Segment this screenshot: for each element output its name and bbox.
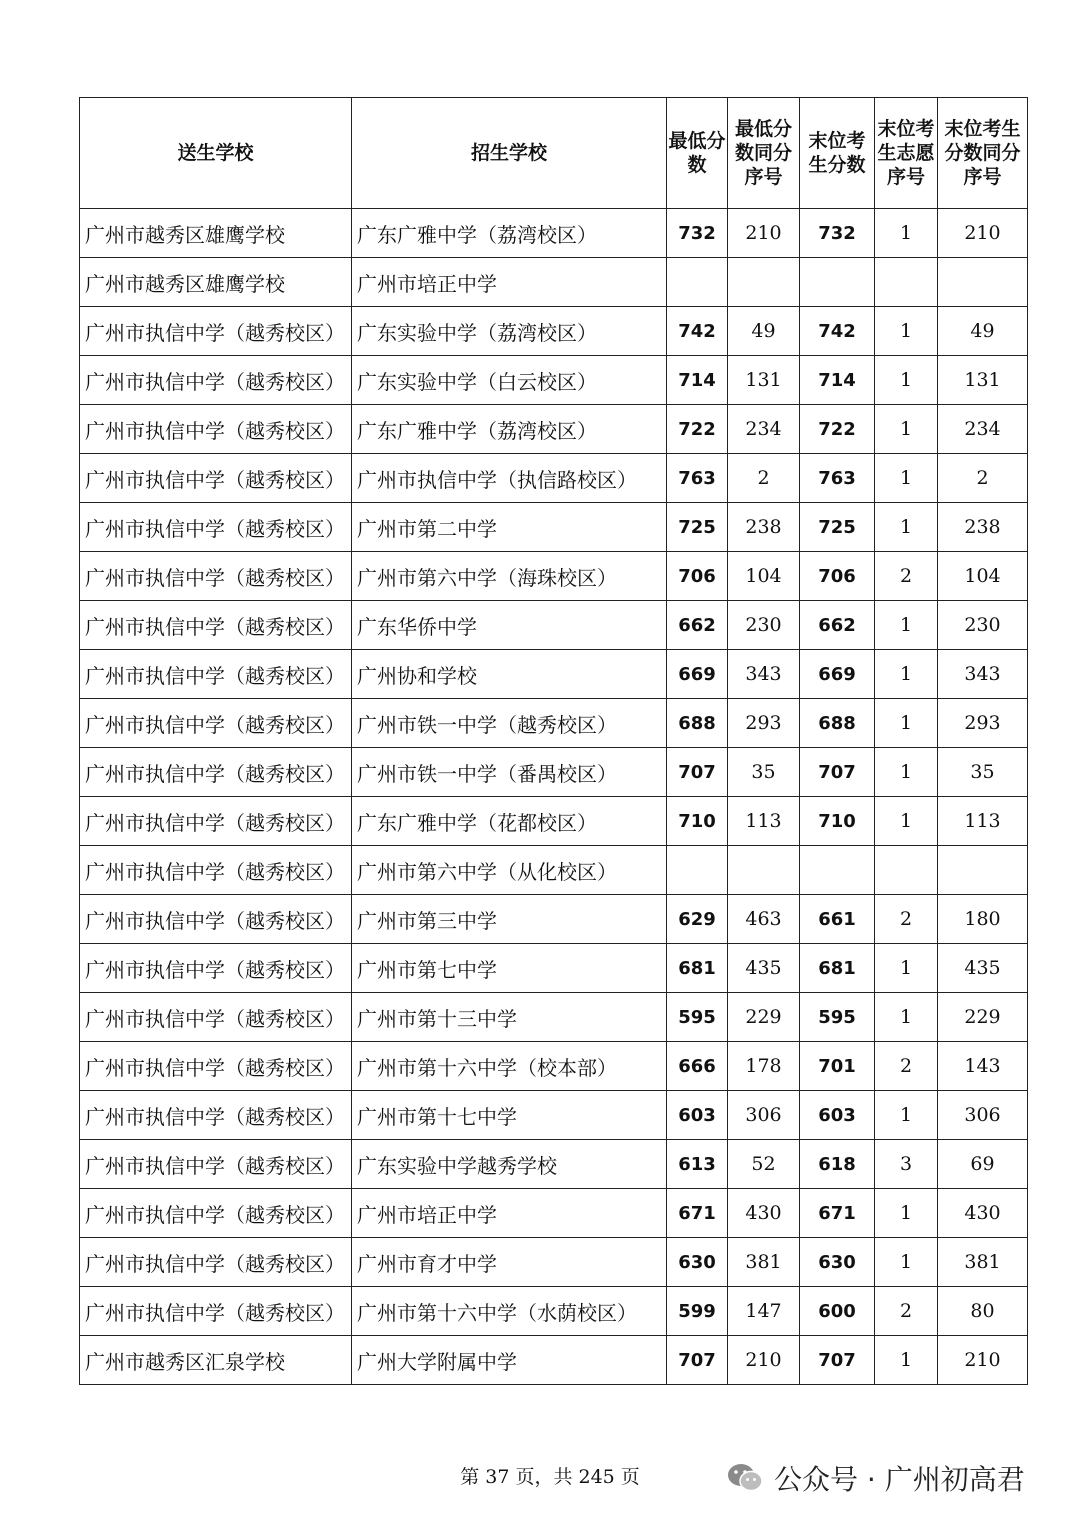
cell-last-pref bbox=[875, 258, 938, 307]
cell-recv-school: 广州市铁一中学（越秀校区） bbox=[352, 699, 667, 748]
cell-min-score: 599 bbox=[667, 1287, 728, 1336]
cell-last-pref bbox=[875, 846, 938, 895]
cell-send-school: 广州市执信中学（越秀校区） bbox=[80, 405, 352, 454]
cell-send-school: 广州市执信中学（越秀校区） bbox=[80, 1042, 352, 1091]
cell-send-school: 广州市执信中学（越秀校区） bbox=[80, 1238, 352, 1287]
cell-last-rank: 49 bbox=[938, 307, 1028, 356]
cell-min-rank: 381 bbox=[728, 1238, 800, 1287]
cell-min-score: 742 bbox=[667, 307, 728, 356]
cell-recv-school: 广东广雅中学（荔湾校区） bbox=[352, 209, 667, 258]
cell-min-rank: 306 bbox=[728, 1091, 800, 1140]
cell-min-rank: 343 bbox=[728, 650, 800, 699]
cell-last-pref: 1 bbox=[875, 748, 938, 797]
cell-min-rank: 229 bbox=[728, 993, 800, 1042]
cell-last-rank: 131 bbox=[938, 356, 1028, 405]
cell-last-pref: 1 bbox=[875, 209, 938, 258]
cell-min-score: 669 bbox=[667, 650, 728, 699]
cell-last-rank: 210 bbox=[938, 1336, 1028, 1385]
cell-recv-school: 广州市第十六中学（水荫校区） bbox=[352, 1287, 667, 1336]
cell-min-rank: 435 bbox=[728, 944, 800, 993]
cell-last-pref: 1 bbox=[875, 944, 938, 993]
cell-min-score: 613 bbox=[667, 1140, 728, 1189]
cell-last-rank: 234 bbox=[938, 405, 1028, 454]
cell-last-score: 725 bbox=[800, 503, 875, 552]
cell-min-rank: 238 bbox=[728, 503, 800, 552]
cell-last-pref: 2 bbox=[875, 552, 938, 601]
cell-send-school: 广州市越秀区雄鹰学校 bbox=[80, 258, 352, 307]
table-row bbox=[80, 209, 1028, 258]
cell-min-rank: 230 bbox=[728, 601, 800, 650]
cell-last-score: 706 bbox=[800, 552, 875, 601]
cell-min-score: 722 bbox=[667, 405, 728, 454]
cell-last-score: 671 bbox=[800, 1189, 875, 1238]
cell-last-score: 688 bbox=[800, 699, 875, 748]
table-row bbox=[80, 1238, 1028, 1287]
cell-min-score: 595 bbox=[667, 993, 728, 1042]
cell-min-score bbox=[667, 258, 728, 307]
cell-last-score: 763 bbox=[800, 454, 875, 503]
cell-send-school: 广州市执信中学（越秀校区） bbox=[80, 1287, 352, 1336]
cell-last-score: 710 bbox=[800, 797, 875, 846]
cell-last-rank: 229 bbox=[938, 993, 1028, 1042]
cell-last-pref: 1 bbox=[875, 405, 938, 454]
cell-send-school: 广州市执信中学（越秀校区） bbox=[80, 552, 352, 601]
cell-last-rank: 343 bbox=[938, 650, 1028, 699]
cell-min-rank: 293 bbox=[728, 699, 800, 748]
cell-last-rank: 381 bbox=[938, 1238, 1028, 1287]
cell-recv-school: 广州市第六中学（从化校区） bbox=[352, 846, 667, 895]
cell-send-school: 广州市执信中学（越秀校区） bbox=[80, 1189, 352, 1238]
cell-recv-school: 广州市第六中学（海珠校区） bbox=[352, 552, 667, 601]
cell-min-score: 725 bbox=[667, 503, 728, 552]
table-row bbox=[80, 601, 1028, 650]
cell-last-pref: 1 bbox=[875, 797, 938, 846]
header-min-score: 最低分数 bbox=[667, 98, 728, 209]
cell-last-rank bbox=[938, 846, 1028, 895]
cell-min-score bbox=[667, 846, 728, 895]
cell-recv-school: 广州市育才中学 bbox=[352, 1238, 667, 1287]
cell-min-rank: 2 bbox=[728, 454, 800, 503]
cell-send-school: 广州市越秀区雄鹰学校 bbox=[80, 209, 352, 258]
cell-recv-school: 广东实验中学（白云校区） bbox=[352, 356, 667, 405]
cell-last-rank: 80 bbox=[938, 1287, 1028, 1336]
cell-last-rank bbox=[938, 258, 1028, 307]
cell-min-rank: 35 bbox=[728, 748, 800, 797]
cell-last-score: 600 bbox=[800, 1287, 875, 1336]
table-body bbox=[80, 209, 1028, 1385]
cell-min-rank: 104 bbox=[728, 552, 800, 601]
cell-min-rank: 147 bbox=[728, 1287, 800, 1336]
cell-last-score: 714 bbox=[800, 356, 875, 405]
cell-last-score bbox=[800, 846, 875, 895]
cell-min-rank: 234 bbox=[728, 405, 800, 454]
cell-last-pref: 1 bbox=[875, 454, 938, 503]
cell-min-rank: 210 bbox=[728, 1336, 800, 1385]
page-number-text: 第 37 页，共 245 页 bbox=[460, 1466, 640, 1488]
cell-last-pref: 3 bbox=[875, 1140, 938, 1189]
cell-last-score: 595 bbox=[800, 993, 875, 1042]
table-row bbox=[80, 405, 1028, 454]
cell-min-score: 666 bbox=[667, 1042, 728, 1091]
cell-recv-school: 广州市第十七中学 bbox=[352, 1091, 667, 1140]
watermark bbox=[726, 1458, 1025, 1498]
header-send-school: 送生学校 bbox=[80, 98, 352, 209]
cell-min-score: 707 bbox=[667, 748, 728, 797]
cell-last-score: 707 bbox=[800, 1336, 875, 1385]
table-row bbox=[80, 356, 1028, 405]
cell-send-school: 广州市执信中学（越秀校区） bbox=[80, 650, 352, 699]
table-header-row bbox=[80, 98, 1028, 209]
cell-last-score: 618 bbox=[800, 1140, 875, 1189]
cell-send-school: 广州市越秀区汇泉学校 bbox=[80, 1336, 352, 1385]
table-row bbox=[80, 1336, 1028, 1385]
table-row bbox=[80, 650, 1028, 699]
cell-send-school: 广州市执信中学（越秀校区） bbox=[80, 356, 352, 405]
cell-last-rank: 2 bbox=[938, 454, 1028, 503]
table-row bbox=[80, 748, 1028, 797]
cell-min-score: 671 bbox=[667, 1189, 728, 1238]
table-row bbox=[80, 503, 1028, 552]
cell-last-rank: 143 bbox=[938, 1042, 1028, 1091]
cell-min-score: 706 bbox=[667, 552, 728, 601]
cell-min-score: 714 bbox=[667, 356, 728, 405]
cell-last-score: 681 bbox=[800, 944, 875, 993]
cell-min-score: 629 bbox=[667, 895, 728, 944]
cell-min-rank: 463 bbox=[728, 895, 800, 944]
cell-last-pref: 1 bbox=[875, 650, 938, 699]
cell-send-school: 广州市执信中学（越秀校区） bbox=[80, 797, 352, 846]
cell-last-pref: 1 bbox=[875, 1238, 938, 1287]
cell-last-pref: 1 bbox=[875, 601, 938, 650]
cell-min-rank bbox=[728, 258, 800, 307]
cell-recv-school: 广东广雅中学（荔湾校区） bbox=[352, 405, 667, 454]
cell-min-rank: 113 bbox=[728, 797, 800, 846]
cell-recv-school: 广州市第二中学 bbox=[352, 503, 667, 552]
cell-send-school: 广州市执信中学（越秀校区） bbox=[80, 1140, 352, 1189]
table-row bbox=[80, 258, 1028, 307]
cell-last-pref: 1 bbox=[875, 993, 938, 1042]
cell-min-rank: 49 bbox=[728, 307, 800, 356]
cell-min-rank: 52 bbox=[728, 1140, 800, 1189]
header-min-rank: 最低分数同分序号 bbox=[728, 98, 800, 209]
cell-last-score: 742 bbox=[800, 307, 875, 356]
cell-last-pref: 2 bbox=[875, 895, 938, 944]
header-last-score: 末位考生分数 bbox=[800, 98, 875, 209]
table-row bbox=[80, 1042, 1028, 1091]
cell-last-pref: 2 bbox=[875, 1287, 938, 1336]
cell-recv-school: 广州市第十六中学（校本部） bbox=[352, 1042, 667, 1091]
table-row bbox=[80, 699, 1028, 748]
cell-min-score: 662 bbox=[667, 601, 728, 650]
cell-send-school: 广州市执信中学（越秀校区） bbox=[80, 454, 352, 503]
cell-last-score: 732 bbox=[800, 209, 875, 258]
cell-last-rank: 306 bbox=[938, 1091, 1028, 1140]
cell-last-rank: 230 bbox=[938, 601, 1028, 650]
cell-last-rank: 69 bbox=[938, 1140, 1028, 1189]
table-row bbox=[80, 797, 1028, 846]
cell-min-score: 763 bbox=[667, 454, 728, 503]
table-row bbox=[80, 846, 1028, 895]
cell-min-score: 603 bbox=[667, 1091, 728, 1140]
table-row bbox=[80, 895, 1028, 944]
cell-send-school: 广州市执信中学（越秀校区） bbox=[80, 846, 352, 895]
table-row bbox=[80, 552, 1028, 601]
table-row bbox=[80, 1189, 1028, 1238]
cell-last-pref: 1 bbox=[875, 307, 938, 356]
table-row bbox=[80, 454, 1028, 503]
cell-send-school: 广州市执信中学（越秀校区） bbox=[80, 944, 352, 993]
cell-min-score: 732 bbox=[667, 209, 728, 258]
cell-min-rank: 131 bbox=[728, 356, 800, 405]
cell-last-pref: 1 bbox=[875, 503, 938, 552]
cell-send-school: 广州市执信中学（越秀校区） bbox=[80, 503, 352, 552]
cell-recv-school: 广东华侨中学 bbox=[352, 601, 667, 650]
cell-last-pref: 1 bbox=[875, 1336, 938, 1385]
header-last-rank: 末位考生分数同分序号 bbox=[938, 98, 1028, 209]
header-recv-school: 招生学校 bbox=[352, 98, 667, 209]
cell-recv-school: 广州协和学校 bbox=[352, 650, 667, 699]
watermark-text: 公众号 · 广州初高君 bbox=[774, 1463, 1025, 1496]
cell-recv-school: 广州市培正中学 bbox=[352, 258, 667, 307]
table-row bbox=[80, 1287, 1028, 1336]
table-row bbox=[80, 993, 1028, 1042]
cell-last-rank: 35 bbox=[938, 748, 1028, 797]
cell-recv-school: 广州市铁一中学（番禺校区） bbox=[352, 748, 667, 797]
cell-last-pref: 2 bbox=[875, 1042, 938, 1091]
cell-recv-school: 广东广雅中学（花都校区） bbox=[352, 797, 667, 846]
cell-recv-school: 广州市第三中学 bbox=[352, 895, 667, 944]
cell-min-rank: 430 bbox=[728, 1189, 800, 1238]
cell-send-school: 广州市执信中学（越秀校区） bbox=[80, 699, 352, 748]
cell-last-rank: 210 bbox=[938, 209, 1028, 258]
cell-last-pref: 1 bbox=[875, 1091, 938, 1140]
cell-send-school: 广州市执信中学（越秀校区） bbox=[80, 895, 352, 944]
cell-recv-school: 广东实验中学越秀学校 bbox=[352, 1140, 667, 1189]
cell-last-score: 722 bbox=[800, 405, 875, 454]
cell-last-rank: 238 bbox=[938, 503, 1028, 552]
cell-send-school: 广州市执信中学（越秀校区） bbox=[80, 601, 352, 650]
cell-min-score: 707 bbox=[667, 1336, 728, 1385]
cell-last-score: 630 bbox=[800, 1238, 875, 1287]
cell-recv-school: 广州市第十三中学 bbox=[352, 993, 667, 1042]
cell-recv-school: 广州市培正中学 bbox=[352, 1189, 667, 1238]
cell-min-score: 688 bbox=[667, 699, 728, 748]
cell-last-rank: 435 bbox=[938, 944, 1028, 993]
table-row bbox=[80, 944, 1028, 993]
cell-recv-school: 广州市执信中学（执信路校区） bbox=[352, 454, 667, 503]
cell-last-rank: 180 bbox=[938, 895, 1028, 944]
cell-last-score: 661 bbox=[800, 895, 875, 944]
cell-last-rank: 293 bbox=[938, 699, 1028, 748]
cell-last-score: 707 bbox=[800, 748, 875, 797]
header-last-pref: 末位考生志愿序号 bbox=[875, 98, 938, 209]
cell-last-score bbox=[800, 258, 875, 307]
cell-last-pref: 1 bbox=[875, 1189, 938, 1238]
cell-send-school: 广州市执信中学（越秀校区） bbox=[80, 1091, 352, 1140]
admission-table bbox=[79, 97, 1028, 1385]
cell-last-pref: 1 bbox=[875, 356, 938, 405]
cell-min-rank: 210 bbox=[728, 209, 800, 258]
cell-last-score: 669 bbox=[800, 650, 875, 699]
cell-min-rank bbox=[728, 846, 800, 895]
cell-send-school: 广州市执信中学（越秀校区） bbox=[80, 993, 352, 1042]
cell-send-school: 广州市执信中学（越秀校区） bbox=[80, 307, 352, 356]
cell-last-score: 662 bbox=[800, 601, 875, 650]
cell-min-score: 630 bbox=[667, 1238, 728, 1287]
table-row bbox=[80, 307, 1028, 356]
cell-recv-school: 广东实验中学（荔湾校区） bbox=[352, 307, 667, 356]
cell-last-rank: 104 bbox=[938, 552, 1028, 601]
table-row bbox=[80, 1140, 1028, 1189]
table-row bbox=[80, 1091, 1028, 1140]
cell-send-school: 广州市执信中学（越秀校区） bbox=[80, 748, 352, 797]
wechat-icon bbox=[726, 1462, 764, 1494]
cell-recv-school: 广州大学附属中学 bbox=[352, 1336, 667, 1385]
cell-min-score: 681 bbox=[667, 944, 728, 993]
cell-min-rank: 178 bbox=[728, 1042, 800, 1091]
cell-min-score: 710 bbox=[667, 797, 728, 846]
cell-last-rank: 430 bbox=[938, 1189, 1028, 1238]
cell-last-score: 701 bbox=[800, 1042, 875, 1091]
cell-recv-school: 广州市第七中学 bbox=[352, 944, 667, 993]
cell-last-rank: 113 bbox=[938, 797, 1028, 846]
cell-last-score: 603 bbox=[800, 1091, 875, 1140]
cell-last-pref: 1 bbox=[875, 699, 938, 748]
